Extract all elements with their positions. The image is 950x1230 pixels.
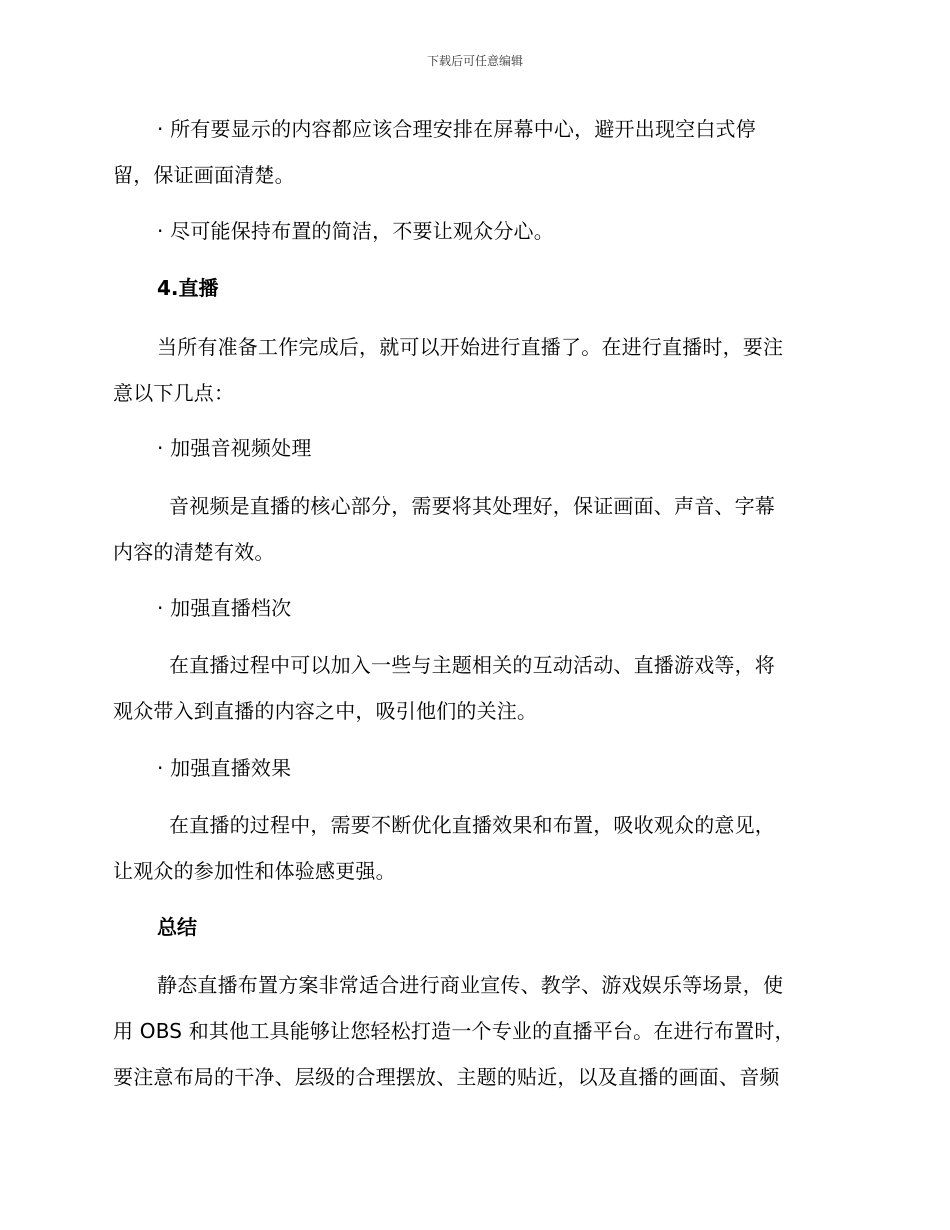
page-header: 下载后可任意编辑 — [426, 54, 523, 68]
paragraph-keep-simple: · 尽可能保持布置的简洁，不要让观众分心。 — [157, 219, 554, 243]
paragraph-line: 静态直播布置方案非常适合进行商业宣传、教学、游戏娱乐等场景，使 — [157, 973, 784, 997]
paragraph-audio-video — [113, 483, 835, 575]
paragraph-line: 在直播过程中可以加入一些与主题相关的互动活动、直播游戏等，将 — [169, 653, 775, 677]
paragraph-live-intro — [113, 324, 835, 416]
paragraph-line: 留，保证画面清楚。 — [113, 163, 295, 187]
paragraph-line: 观众带入到直播的内容之中，吸引他们的关注。 — [113, 699, 538, 723]
bullet-live-effect: · 加强直播效果 — [157, 756, 292, 780]
paragraph-summary — [113, 962, 835, 1100]
bullet-audio-video: · 加强音视频处理 — [157, 436, 312, 460]
paragraph-center-content — [113, 106, 835, 198]
section-heading-live: 4.直播 — [157, 276, 219, 300]
paragraph-live-effect — [113, 802, 835, 894]
paragraph-line: 音视频是直播的核心部分，需要将其处理好，保证画面、声音、字幕 — [169, 494, 775, 518]
bullet-live-level: · 加强直播档次 — [157, 596, 292, 620]
paragraph-line: 当所有准备工作完成后，就可以开始进行直播了。在进行直播时，要注 — [157, 335, 784, 359]
paragraph-line: 在直播的过程中，需要不断优化直播效果和布置，吸收观众的意见， — [169, 813, 775, 837]
paragraph-line: 让观众的参加性和体验感更强。 — [113, 859, 396, 883]
paragraph-line: 意以下几点： — [113, 381, 235, 405]
paragraph-line: · 所有要显示的内容都应该合理安排在屏幕中心，避开出现空白式停 — [157, 117, 756, 141]
paragraph-line: 内容的清楚有效。 — [113, 540, 275, 564]
paragraph-line: 用 OBS 和其他工具能够让您轻松打造一个专业的直播平台。在进行布置时， — [113, 1019, 795, 1043]
paragraph-line: 要注意布局的干净、层级的合理摆放、主题的贴近，以及直播的画面、音频 — [113, 1065, 780, 1089]
section-heading-summary: 总结 — [157, 915, 197, 939]
paragraph-live-level — [113, 642, 835, 734]
